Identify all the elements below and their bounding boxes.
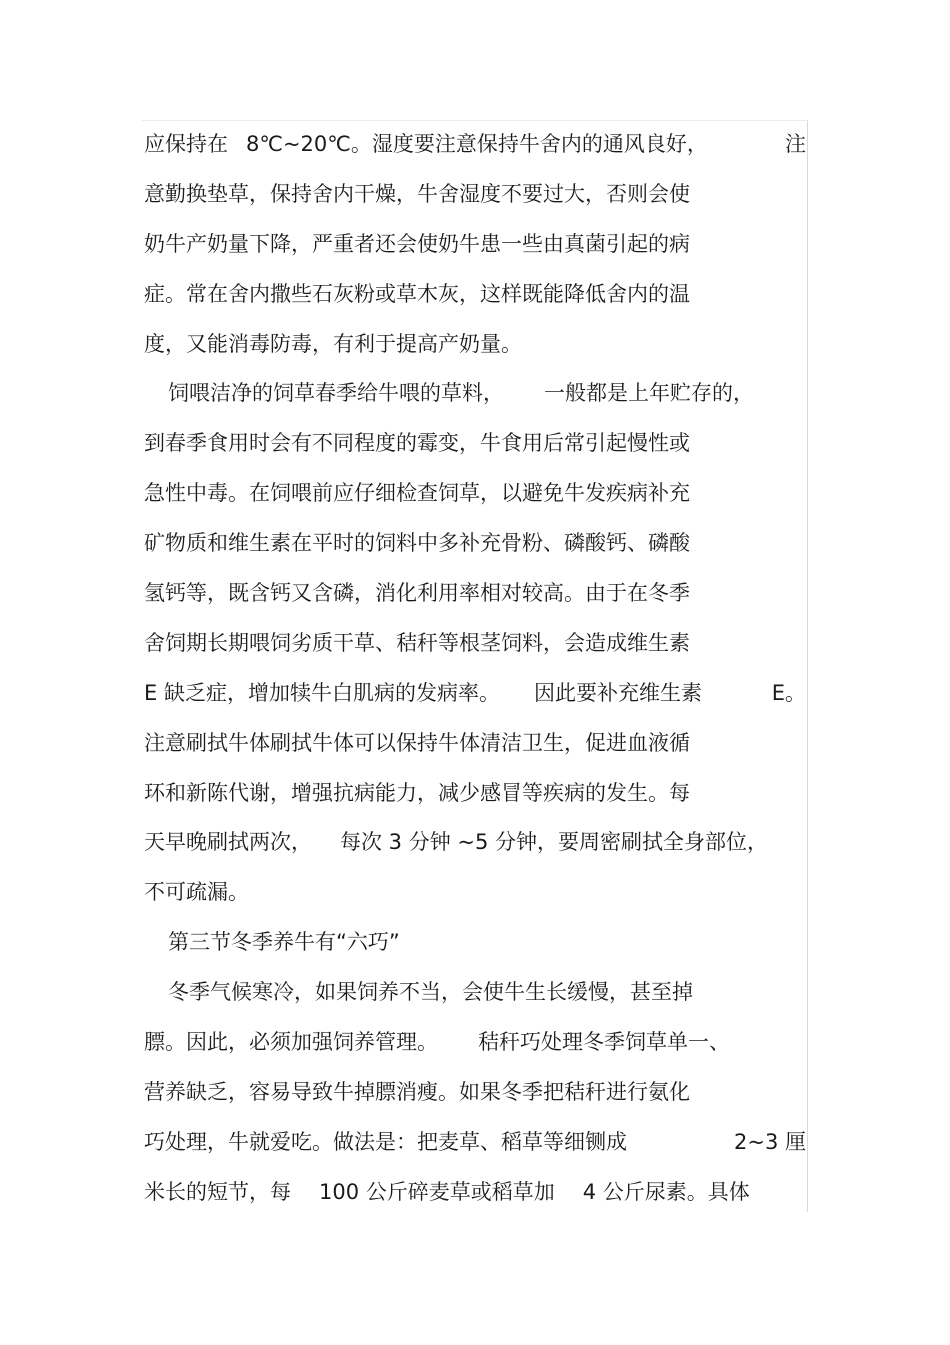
text-line <box>144 823 808 873</box>
text-segment: E 缺乏症，增加犊牛白肌病的发病率。 <box>144 680 500 705</box>
text-segment: 注 <box>785 132 806 156</box>
text-line <box>144 524 808 574</box>
document-body <box>144 125 808 1223</box>
text-line <box>144 125 808 175</box>
text-segment: 氢钙等，既含钙又含磷，消化利用率相对较高。由于在冬季 <box>144 581 690 606</box>
text-segment: 矿物质和维生素在平时的饲料中多补充骨粉、磷酸钙、磷酸 <box>144 531 690 556</box>
section-heading <box>144 923 808 973</box>
text-segment: 100 公斤碎麦草或稻草加 <box>319 1179 555 1204</box>
text-segment: 舍饲期长期喂饲劣质干草、秸秆等根茎饲料，会造成维生素 <box>144 630 690 655</box>
text-segment: 急性中毒。在饲喂前应仔细检查饲草，以避免牛发疾病补充 <box>144 481 690 506</box>
text-line <box>144 1123 808 1173</box>
text-segment: 到春季食用时会有不同程度的霉变，牛食用后常引起慢性或 <box>144 431 690 456</box>
text-segment: 饲喂洁净的饲草春季给牛喂的草料， <box>168 381 504 406</box>
text-line <box>144 873 808 923</box>
text-segment: 天早晚刷拭两次， <box>144 830 312 855</box>
text-line <box>144 374 808 424</box>
text-line <box>144 1023 808 1073</box>
text-segment: E。 <box>771 680 806 705</box>
text-segment: 第三节冬季养牛有“六巧” <box>168 930 400 955</box>
text-line <box>144 774 808 824</box>
text-segment: 奶牛产奶量下降，严重者还会使奶牛患一些由真菌引起的病 <box>144 231 690 256</box>
text-line <box>144 175 808 225</box>
text-segment: 冬季气候寒冷，如果饲养不当，会使牛生长缓慢，甚至掉 <box>168 980 693 1005</box>
text-line <box>144 973 808 1023</box>
text-line <box>144 1173 808 1223</box>
text-segment: 巧处理，牛就爱吃。做法是：把麦草、稻草等细铡成 <box>144 1129 627 1154</box>
text-segment: 2~3 厘 <box>734 1129 806 1154</box>
text-line <box>144 225 808 275</box>
text-line <box>144 574 808 624</box>
text-segment: 4 公斤尿素。具体 <box>582 1179 750 1204</box>
text-segment: 因此要补充维生素 <box>533 680 702 705</box>
text-line <box>144 624 808 674</box>
text-segment: 应保持在 <box>144 132 228 156</box>
text-segment: 秸秆巧处理冬季饲草单一、 <box>478 1030 730 1055</box>
text-line <box>144 424 808 474</box>
text-line <box>144 724 808 774</box>
text-line <box>144 1073 808 1123</box>
text-line <box>144 474 808 524</box>
text-segment: 意勤换垫草，保持舍内干燥，牛舍湿度不要过大，否则会使 <box>144 181 690 206</box>
text-segment: 米长的短节，每 <box>144 1179 291 1204</box>
text-segment: 膘。因此，必须加强饲养管理。 <box>144 1030 438 1055</box>
text-line <box>144 674 808 724</box>
text-segment: 注意刷拭牛体刷拭牛体可以保持牛体清洁卫生，促进血液循 <box>144 730 690 755</box>
text-segment: 环和新陈代谢，增强抗病能力，减少感冒等疾病的发生。每 <box>144 780 690 805</box>
text-segment: 营养缺乏，容易导致牛掉膘消瘦。如果冬季把秸秆进行氨化 <box>144 1079 690 1104</box>
text-segment: 不可疏漏。 <box>144 880 249 905</box>
text-line <box>144 275 808 325</box>
text-segment: 度，又能消毒防毒，有利于提高产奶量。 <box>144 331 522 356</box>
text-line <box>144 325 808 375</box>
text-segment: 一般都是上年贮存的， <box>544 381 754 406</box>
text-segment: 8℃~20℃。湿度要注意保持牛舍内的通风良好， <box>246 132 708 156</box>
text-segment: 症。常在舍内撒些石灰粉或草木灰，这样既能降低舍内的温 <box>144 281 690 306</box>
text-segment: 每次 3 分钟 ~5 分钟，要周密刷拭全身部位， <box>340 830 769 855</box>
